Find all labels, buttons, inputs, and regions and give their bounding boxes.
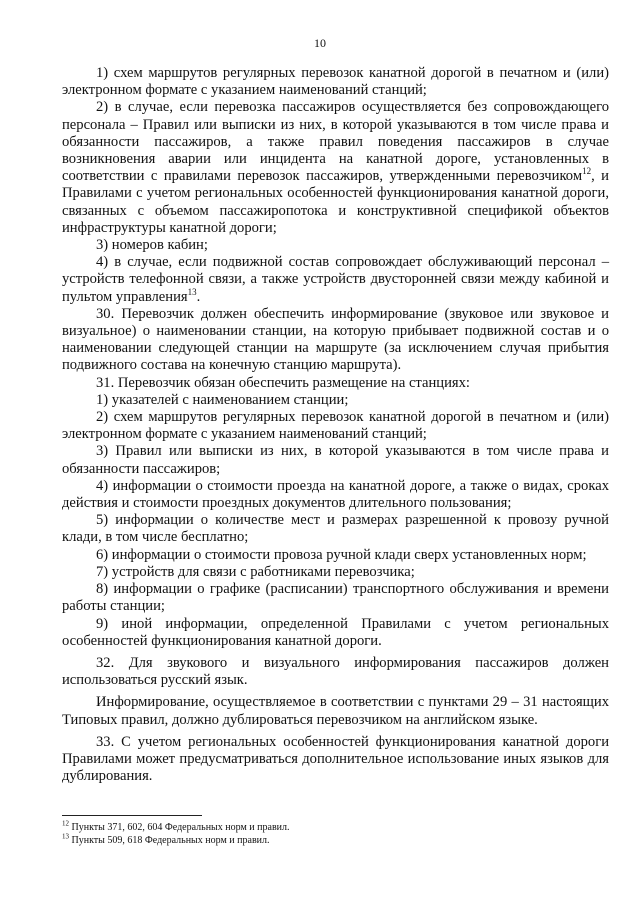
paragraph-31-item-2: 2) схем маршрутов регулярных перевозок канатной дорогой в печатном и (или) электронном формате с указанием наименований станций; xyxy=(62,409,609,443)
paragraph-32-informing: Информирование, осуществляемое в соответствии с пунктами 29 – 31 настоящих Типовых правил, должно дублироваться перевозчиком на английском языке. xyxy=(62,694,609,728)
paragraph-31-item-7: 7) устройств для связи с работниками перевозчика; xyxy=(96,563,415,580)
paragraph-31-item-1: 1) указателей с наименованием станции; xyxy=(96,391,349,408)
footnote-ref-12: 12 xyxy=(582,166,592,177)
footnote-12: $^{12}$ Пункты 371, 602, 604 Федеральных норм и правил. xyxy=(62,819,290,833)
paragraph-31-item-9: 9) иной информации, определенной Правилами с учетом региональных особенностей функционирования канатной дороги. xyxy=(62,615,609,649)
paragraph-item-3: 3) номеров кабин; xyxy=(96,237,208,254)
document-body xyxy=(62,65,609,785)
paragraph-31-item-5: 5) информации о количестве мест и размерах разрешенной к провозу ручной клади, в том числе бесплатно; xyxy=(62,512,609,546)
page-number: 10 xyxy=(314,36,326,50)
paragraph-30: 30. Перевозчик должен обеспечить информирование (звуковое или звуковое и визуальное) о наименовании станции, на которую прибывает подвижной состав и о наименовании следующей станции на маршруте (за исключением случая прибытия подвижного состава на конечную станцию маршрута). xyxy=(62,305,609,374)
footnote-13: $^{13}$ Пункты 509, 618 Федеральных норм и правил. xyxy=(62,832,270,846)
footnote-ref-13: 13 xyxy=(187,286,197,297)
paragraph-item-2: 2) в случае, если перевозка пассажиров осуществляется без сопровождающего персонала – Правил или выписки из них, в которой указываются в том числе права и обязанности пассажиров, а также правил поведения пассажиров в случае возникновения аварии или инцидента на канатной дороге, установленных в соответствии с правилами перевозок пассажиров, утвержденными перевозчиком$^{12}$, и Правилами с учетом региональных особенностей функционирования канатной дороги, связанных с объемом пассажиропотока и конструктивной спецификой объектов инфраструктуры канатной дороги; xyxy=(62,99,609,236)
footnotes xyxy=(62,821,609,847)
paragraph-33: 33. С учетом региональных особенностей функционирования канатной дороги Правилами может предусматриваться дополнительное использование иных языков для дублирования. xyxy=(62,733,609,785)
footnote-divider xyxy=(62,815,202,816)
paragraph-31-item-4: 4) информации о стоимости проезда на канатной дороге, а также о видах, сроках действия и стоимости проездных документов длительного пользования; xyxy=(62,477,609,512)
paragraph-31-item-6: 6) информации о стоимости провоза ручной клади сверх установленных норм; xyxy=(96,546,587,563)
paragraph-31-item-3: 3) Правил или выписки из них, в которой указываются в том числе права и обязанности пассажиров; xyxy=(62,443,609,477)
paragraph-31-item-8: 8) информации о графике (расписании) транспортного обслуживания и времени работы станции; xyxy=(62,581,609,615)
paragraph-item-1: 1) схем маршрутов регулярных перевозок канатной дорогой в печатном и (или) электронном формате с указанием наименований станций; xyxy=(62,65,609,99)
paragraph-item-4: 4) в случае, если подвижной состав сопровождает обслуживающий персонал – устройств телефонной связи, а также устройств двусторонней связи между кабиной и пультом управления$^{13}$. xyxy=(62,254,609,305)
paragraph-32: 32. Для звукового и визуального информирования пассажиров должен использоваться русский язык. xyxy=(62,654,609,689)
paragraph-31: 31. Перевозчик обязан обеспечить размещение на станциях: xyxy=(96,374,470,391)
